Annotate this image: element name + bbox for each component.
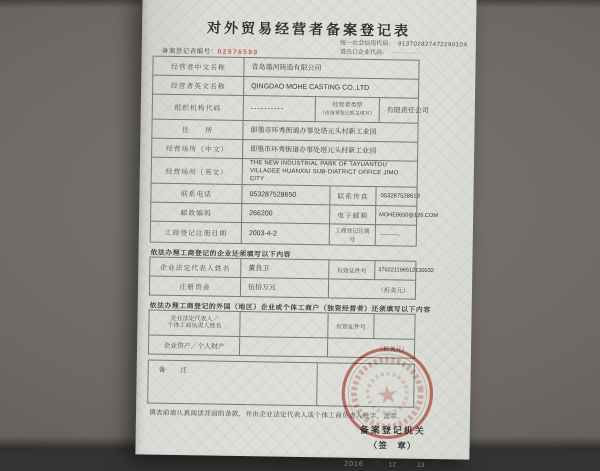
label-premises-en: 经营场所（英文）: [165, 168, 229, 177]
form-paper: [135, 0, 476, 470]
operator-type-label-2: （由备案登记机关填写）: [319, 109, 375, 117]
value-postcode: 266200: [241, 204, 329, 223]
row-reg-date-no: [151, 221, 416, 246]
value-assets: [239, 337, 327, 356]
value-fax: 053287528619: [375, 187, 423, 206]
value-foreign-id-no: [373, 314, 414, 339]
label-remark: 备 注: [158, 367, 192, 375]
section2-heading: 依法办理工商登记的外国（地区）企业或个体工商户（独资经营者）还须填写以下内容: [149, 302, 431, 315]
row-foreign-rep: [149, 311, 414, 339]
credit-code-value: 91370282747229010X: [398, 41, 468, 49]
ie-code-value: ------------: [391, 50, 423, 57]
value-legal-rep: 董良卫: [240, 259, 328, 278]
label-assets: 企业资产／个人财产: [163, 343, 225, 352]
date-month-char: 月: [401, 459, 412, 470]
label-operator-type: [315, 97, 379, 122]
label-id-no: 有效证件号: [328, 261, 374, 280]
date-year-char: 年: [373, 459, 383, 469]
label-reg-capital: 注册资金: [179, 284, 211, 292]
date-day: 13: [416, 462, 425, 470]
domestic-enterprise-table: [149, 257, 434, 300]
label-postcode: 邮政编码: [180, 210, 212, 218]
value-cn-name: 青岛墨河铸造有限公司: [243, 58, 418, 79]
foreign-rep-label-lines: [167, 316, 221, 332]
label-phone: 联系电话: [180, 191, 213, 199]
value-email: MOHE8650@126.COM: [375, 206, 441, 225]
section1-heading: 依法办理工商登记的企业还须填写以下内容: [150, 249, 292, 260]
label-reg-date: 工商登记注册日期: [164, 230, 228, 239]
credit-code-label: 统一社会信用代码：: [340, 40, 395, 48]
foreign-rep-label-2: 个体工商负责人姓名: [167, 323, 222, 331]
row-premises-en: [152, 157, 417, 188]
date-line: [344, 458, 439, 470]
footer-note: 填表前请认真阅读背面的条款，并由企业法定代表人或个体工商负责人签字、盖章。: [148, 409, 405, 421]
label-reg-no: 工商登记注册号: [329, 225, 375, 246]
value-address: 即墨市环秀街道办事处塔元头村新工业园: [242, 121, 417, 142]
value-premises-en: THE NEW INDUSTRIAL PARK OF TAYUANTOU VILLAGEE HUANXIU SUB-DIATRICT OFFICE JIMO CITY: [242, 159, 417, 187]
row-org-code: [153, 94, 429, 123]
value-reg-capital: 伍拾万元: [240, 278, 328, 297]
label-premises-cn: 经营场所（中文）: [165, 145, 229, 154]
label-foreign-id-no: 有效证件号: [327, 314, 373, 339]
date-year: 2016: [344, 461, 364, 469]
usd-note-1: （折美元）: [328, 280, 415, 299]
value-phone: 053287528650: [241, 185, 329, 204]
value-premises-cn: 即墨市环秀街道办事处塔元头村新工业园: [242, 140, 417, 161]
main-info-table: [150, 56, 439, 248]
label-legal-rep: 企业法定代表人姓名: [160, 265, 231, 274]
label-org-code: 组织机构代码: [174, 104, 222, 113]
serial-label: 备案登记表编号：: [161, 47, 218, 56]
seal-label: （签 章）: [368, 440, 417, 452]
value-reg-date: 2003-4-2: [241, 223, 329, 244]
serial-number: 02976599: [217, 48, 259, 57]
codes-block: [340, 40, 468, 60]
usd-note-2: （折美元）: [327, 339, 414, 358]
date-day-char: 日: [430, 460, 440, 470]
label-en-name: 经营者英文名称: [170, 82, 226, 91]
label-fax: 联系传真: [329, 187, 375, 206]
authority-label: 备案登记机关: [359, 425, 426, 437]
red-seal-stamp: [333, 339, 442, 448]
value-en-name: QINGDAO MOHE CASTING CO.,LTD: [243, 77, 418, 98]
date-month: 12: [388, 461, 397, 469]
operator-type-label-1: 经营者类型: [332, 102, 363, 109]
value-id-no: 370221196512130032: [374, 261, 437, 280]
value-operator-type: 有限责任公司: [379, 98, 432, 123]
label-address: 住 所: [181, 127, 214, 135]
foreign-rep-label-1: 企业法定代表人／: [170, 315, 219, 323]
value-foreign-rep: [239, 312, 327, 337]
form-title: 对外贸易经营者备案登记表: [206, 19, 412, 39]
value-reg-no: ----------: [375, 225, 416, 246]
value-org-code: ----------: [243, 96, 315, 121]
label-foreign-rep: [149, 311, 239, 336]
serial-line: [162, 46, 259, 57]
label-email: 电子邮箱: [329, 206, 375, 225]
label-cn-name: 经营者中文名称: [171, 63, 226, 72]
ie-code-label: 进出口企业代码：: [339, 49, 389, 57]
operator-type-label-lines: [320, 102, 375, 117]
